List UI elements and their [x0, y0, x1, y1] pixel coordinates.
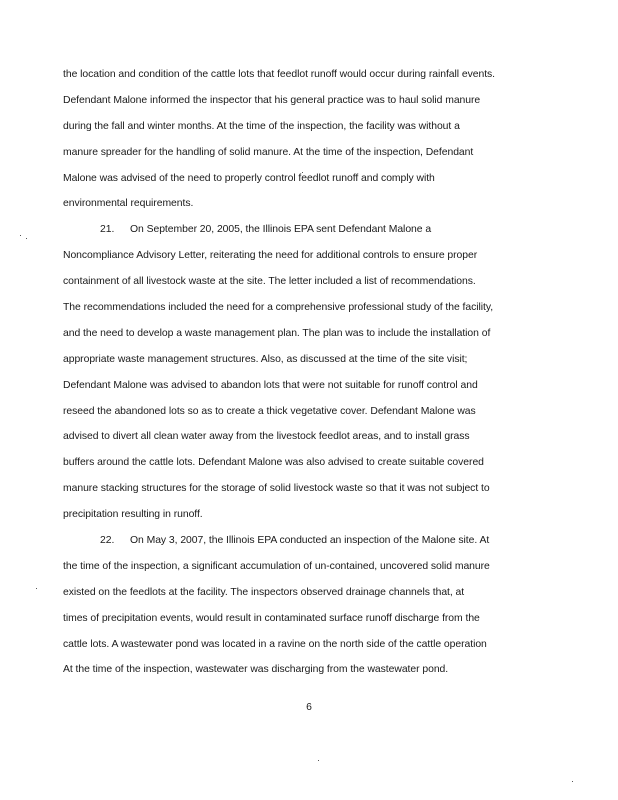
scan-speck — [318, 760, 319, 761]
text-segment: On May 3, 2007, the Illinois EPA conducted an inspection of the Malone site. At — [130, 535, 490, 547]
text-line: times of precipitation events, would result in contaminated surface runoff discharge from the — [63, 612, 480, 624]
text-line: Defendant Malone was advised to abandon lots that were not suitable for runoff control and — [63, 379, 478, 391]
text-line: precipitation resulting in runoff. — [63, 509, 203, 521]
text-line: Defendant Malone informed the inspector that his general practice was to haul solid manure — [63, 94, 481, 106]
document-body — [63, 62, 543, 683]
text-line: manure spreader for the handling of solid manure. At the time of the inspection, Defendant — [63, 146, 474, 158]
text-line: cattle lots. A wastewater pond was located in a ravine on the north side of the cattle operation — [63, 638, 487, 650]
scan-speck — [26, 238, 27, 239]
text-line: At the time of the inspection, wastewater was discharging from the wastewater pond. — [63, 664, 449, 676]
text-line: Malone was advised of the need to properly control feedlot runoff and comply with — [63, 172, 435, 184]
text-line: manure stacking structures for the storage of solid livestock waste so that it was not subject to — [63, 483, 490, 495]
text-line: environmental requirements. — [63, 198, 194, 210]
scan-speck — [20, 235, 21, 236]
text-line: containment of all livestock waste at the site. The letter included a list of recommendations. — [63, 276, 476, 288]
paragraph-22-first-line — [63, 528, 543, 554]
text-line: Noncompliance Advisory Letter, reiterating the need for additional controls to ensure proper — [63, 250, 478, 262]
text-line: the time of the inspection, a significant accumulation of un-contained, uncovered solid manure — [63, 560, 490, 572]
text-line: during the fall and winter months. At the time of the inspection, the facility was without a — [63, 120, 460, 132]
text-segment: On September 20, 2005, the Illinois EPA sent Defendant Malone a — [130, 224, 432, 236]
text-line: appropriate waste management structures. Also, as discussed at the time of the site visit; — [63, 353, 468, 365]
paragraph-number: 22. — [100, 535, 115, 547]
text-line: existed on the feedlots at the facility. The inspectors observed drainage channels that, at — [63, 586, 465, 598]
scan-speck — [572, 781, 573, 782]
text-line: The recommendations included the need for a comprehensive professional study of the facility, — [63, 302, 494, 314]
paragraph-21-first-line — [63, 217, 543, 243]
text-line: advised to divert all clean water away from the livestock feedlot areas, and to install grass — [63, 431, 470, 443]
scan-speck — [302, 172, 303, 173]
text-line: buffers around the cattle lots. Defendant Malone was also advised to create suitable covered — [63, 457, 484, 469]
page-number: 6 — [306, 702, 312, 713]
text-line: reseed the abandoned lots so as to create a thick vegetative cover. Defendant Malone was — [63, 405, 476, 417]
scan-speck — [36, 588, 37, 589]
text-line: the location and condition of the cattle lots that feedlot runoff would occur during rainfall events. — [63, 69, 496, 80]
text-line: and the need to develop a waste management plan. The plan was to include the installation of — [63, 327, 491, 339]
paragraph-number: 21. — [100, 224, 115, 236]
